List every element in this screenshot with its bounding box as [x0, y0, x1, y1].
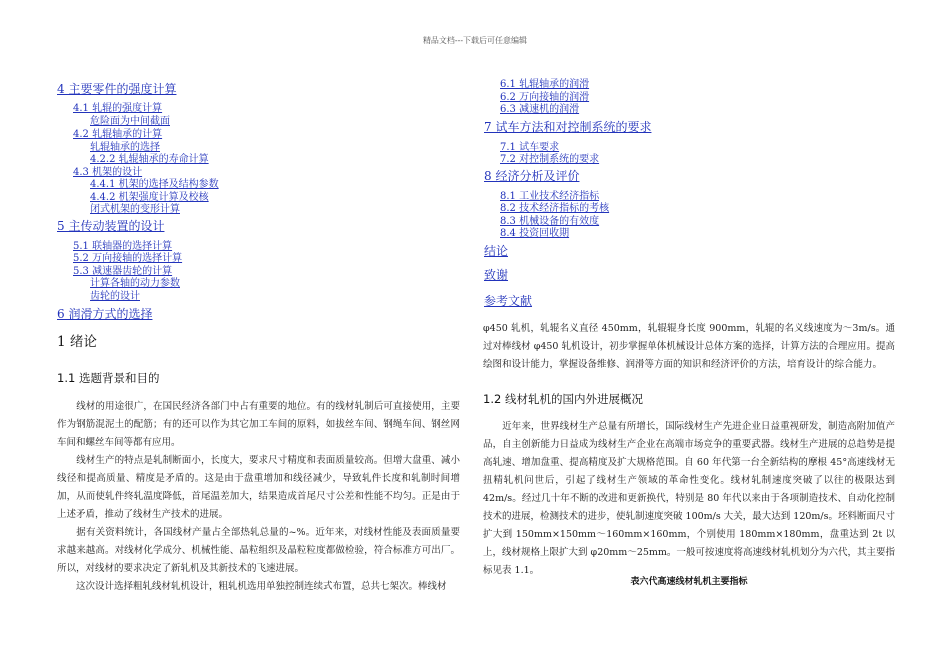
- toc-left-entry[interactable]: 4.4.2 机架强度计算及校核: [90, 192, 209, 203]
- left-paragraph-3: 据有关资料统计，各国线材产量占全部热轧总量的~%。近年来，对线材性能及表面质量要求越来越高。对线材化学成分、机械性能、晶粒组织及晶粒粒度都做检验，符合标准方可出厂。所以，对线材的要求决定了新轧机及其新技术的飞速进展。: [57, 527, 460, 574]
- section-1-2-title: 1.2 线材轧机的国内外进展概况: [483, 392, 643, 406]
- toc-right-entry[interactable]: 8 经济分析及评价: [484, 169, 580, 183]
- toc-left-entry[interactable]: 轧辊轴承的选择: [90, 142, 160, 153]
- toc-left-entry[interactable]: 4.3 机架的设计: [73, 167, 143, 178]
- toc-right-entry[interactable]: 6.3 减速机的润滑: [500, 104, 580, 115]
- toc-right-entry[interactable]: 致谢: [484, 268, 509, 282]
- section-1-title: 1 绪论: [57, 334, 97, 350]
- toc-left-entry[interactable]: 4.1 轧辊的强度计算: [73, 103, 163, 114]
- right-paragraph-2: 近年来，世界线材生产总量有所增长，国际线材生产先进企业日益重视研发，制造高附加值产品，自主创新能力日益成为线材生产企业在高端市场竞争的重要武器。线材生产进展的总趋势是提高轧速、增加盘重、提高精度及扩大规格范围。自 60 年代第一台全新结构的摩根 45°高速线材无扭精轧机问世后，引起了线材生产领域的革命性变化。线材轧制速度突破了以往的极限达到 42m/s。经过几十年不断的改进和更新换代，特别是 80 年代以来由于各项制造技术、自动化控制技术的进展，检测技术的进步，使轧制速度突破 100m/s 大关，最大达到 120m/s。坯料断面尺寸扩大到 150mm×150mm～160mm×160mm，个别使用 180mm×180mm，盘重达到 2t 以上，线材规格上限扩大到 φ20mm～25mm。一般可按速度将高速线材轧机划分为六代，其主要指标见表 1.1。: [483, 421, 895, 576]
- toc-right-entry[interactable]: 8.4 投资回收期: [500, 228, 570, 239]
- toc-left-entry[interactable]: 齿轮的设计: [90, 291, 140, 302]
- toc-right-entry[interactable]: 7.2 对控制系统的要求: [500, 154, 600, 165]
- toc-right-entry[interactable]: 6.2 万向接轴的润滑: [500, 92, 590, 103]
- toc-left-entry[interactable]: 闭式机架的变形计算: [90, 204, 180, 215]
- toc-left-entry[interactable]: 4.4.1 机架的选择及结构参数: [90, 179, 219, 190]
- toc-left-entry[interactable]: 5 主传动装置的设计: [57, 219, 165, 233]
- toc-left-entry[interactable]: 5.1 联轴器的选择计算: [73, 241, 173, 252]
- toc-right-entry[interactable]: 7.1 试车要求: [500, 142, 560, 153]
- left-paragraph-1: 线材的用途很广，在国民经济各部门中占有重要的地位。有的线材轧制后可直接使用，主要作为钢筋混泥土的配筋；有的还可以作为其它加工车间的原料，如拔丝车间、钢绳车间、钢丝网车间和螺丝车间等都有应用。: [57, 401, 460, 448]
- toc-left-entry[interactable]: 5.2 万向接轴的选择计算: [73, 253, 183, 264]
- right-body: [483, 418, 895, 580]
- toc-right-entry[interactable]: 8.2 技术经济指标的考核: [500, 203, 610, 214]
- right-intro: [483, 320, 895, 374]
- toc-left-entry[interactable]: 危险面为中间截面: [90, 116, 170, 127]
- toc-left-entry[interactable]: 5.3 减速器齿轮的计算: [73, 266, 173, 277]
- toc-left-entry[interactable]: 6 润滑方式的选择: [57, 307, 153, 321]
- toc-left-entry[interactable]: 4.2.2 轧辊轴承的寿命计算: [90, 154, 209, 165]
- right-paragraph-1: φ450 轧机，轧辊名义直径 450mm，轧辊辊身长度 900mm，轧辊的名义线速度为～3m/s。通过对棒线材 φ450 轧机设计，初步掌握单体机械设计总体方案的选择，计算方法的合理应用。提高绘图和设计能力，掌握设备维修、润滑等方面的知识和经济评价的方法，培育设计的综合能力。: [483, 323, 895, 370]
- toc-right-entry[interactable]: 8.1 工业技术经济指标: [500, 191, 600, 202]
- toc-right-entry[interactable]: 参考文献: [484, 294, 533, 308]
- table-caption: 表六代高速线材轧机主要指标: [630, 577, 748, 587]
- page-header: 精品文档---下载后可任意编辑: [422, 36, 528, 45]
- toc-left-entry[interactable]: 4 主要零件的强度计算: [57, 82, 177, 96]
- left-paragraph-2: 线材生产的特点是轧制断面小，长度大，要求尺寸精度和表面质量较高。但增大盘重、减小线径和提高质量、精度是矛盾的。这是由于盘重增加和线径减少，导致轧件长度和轧制时间增加，从而使轧件终轧温度降低，首尾温差加大，结果造成首尾尺寸公差和性能不均匀。正是由于上述矛盾，推动了线材生产技术的进展。: [57, 455, 460, 520]
- toc-left-entry[interactable]: 计算各轴的动力参数: [90, 278, 180, 289]
- toc-right-entry[interactable]: 8.3 机械设备的有效度: [500, 216, 600, 227]
- toc-right-entry[interactable]: 结论: [484, 244, 509, 258]
- toc-right-entry[interactable]: 7 试车方法和对控制系统的要求: [484, 120, 652, 134]
- left-paragraph-4: 这次设计选择粗轧线材轧机设计，粗轧机选用单独控制连续式布置，总共七架次。棒线材: [57, 581, 447, 592]
- section-1-1-title: 1.1 选题背景和目的: [57, 371, 160, 385]
- toc-right-entry[interactable]: 6.1 轧辊轴承的润滑: [500, 79, 590, 90]
- left-body: [57, 398, 460, 596]
- toc-left-entry[interactable]: 4.2 轧辊轴承的计算: [73, 129, 163, 140]
